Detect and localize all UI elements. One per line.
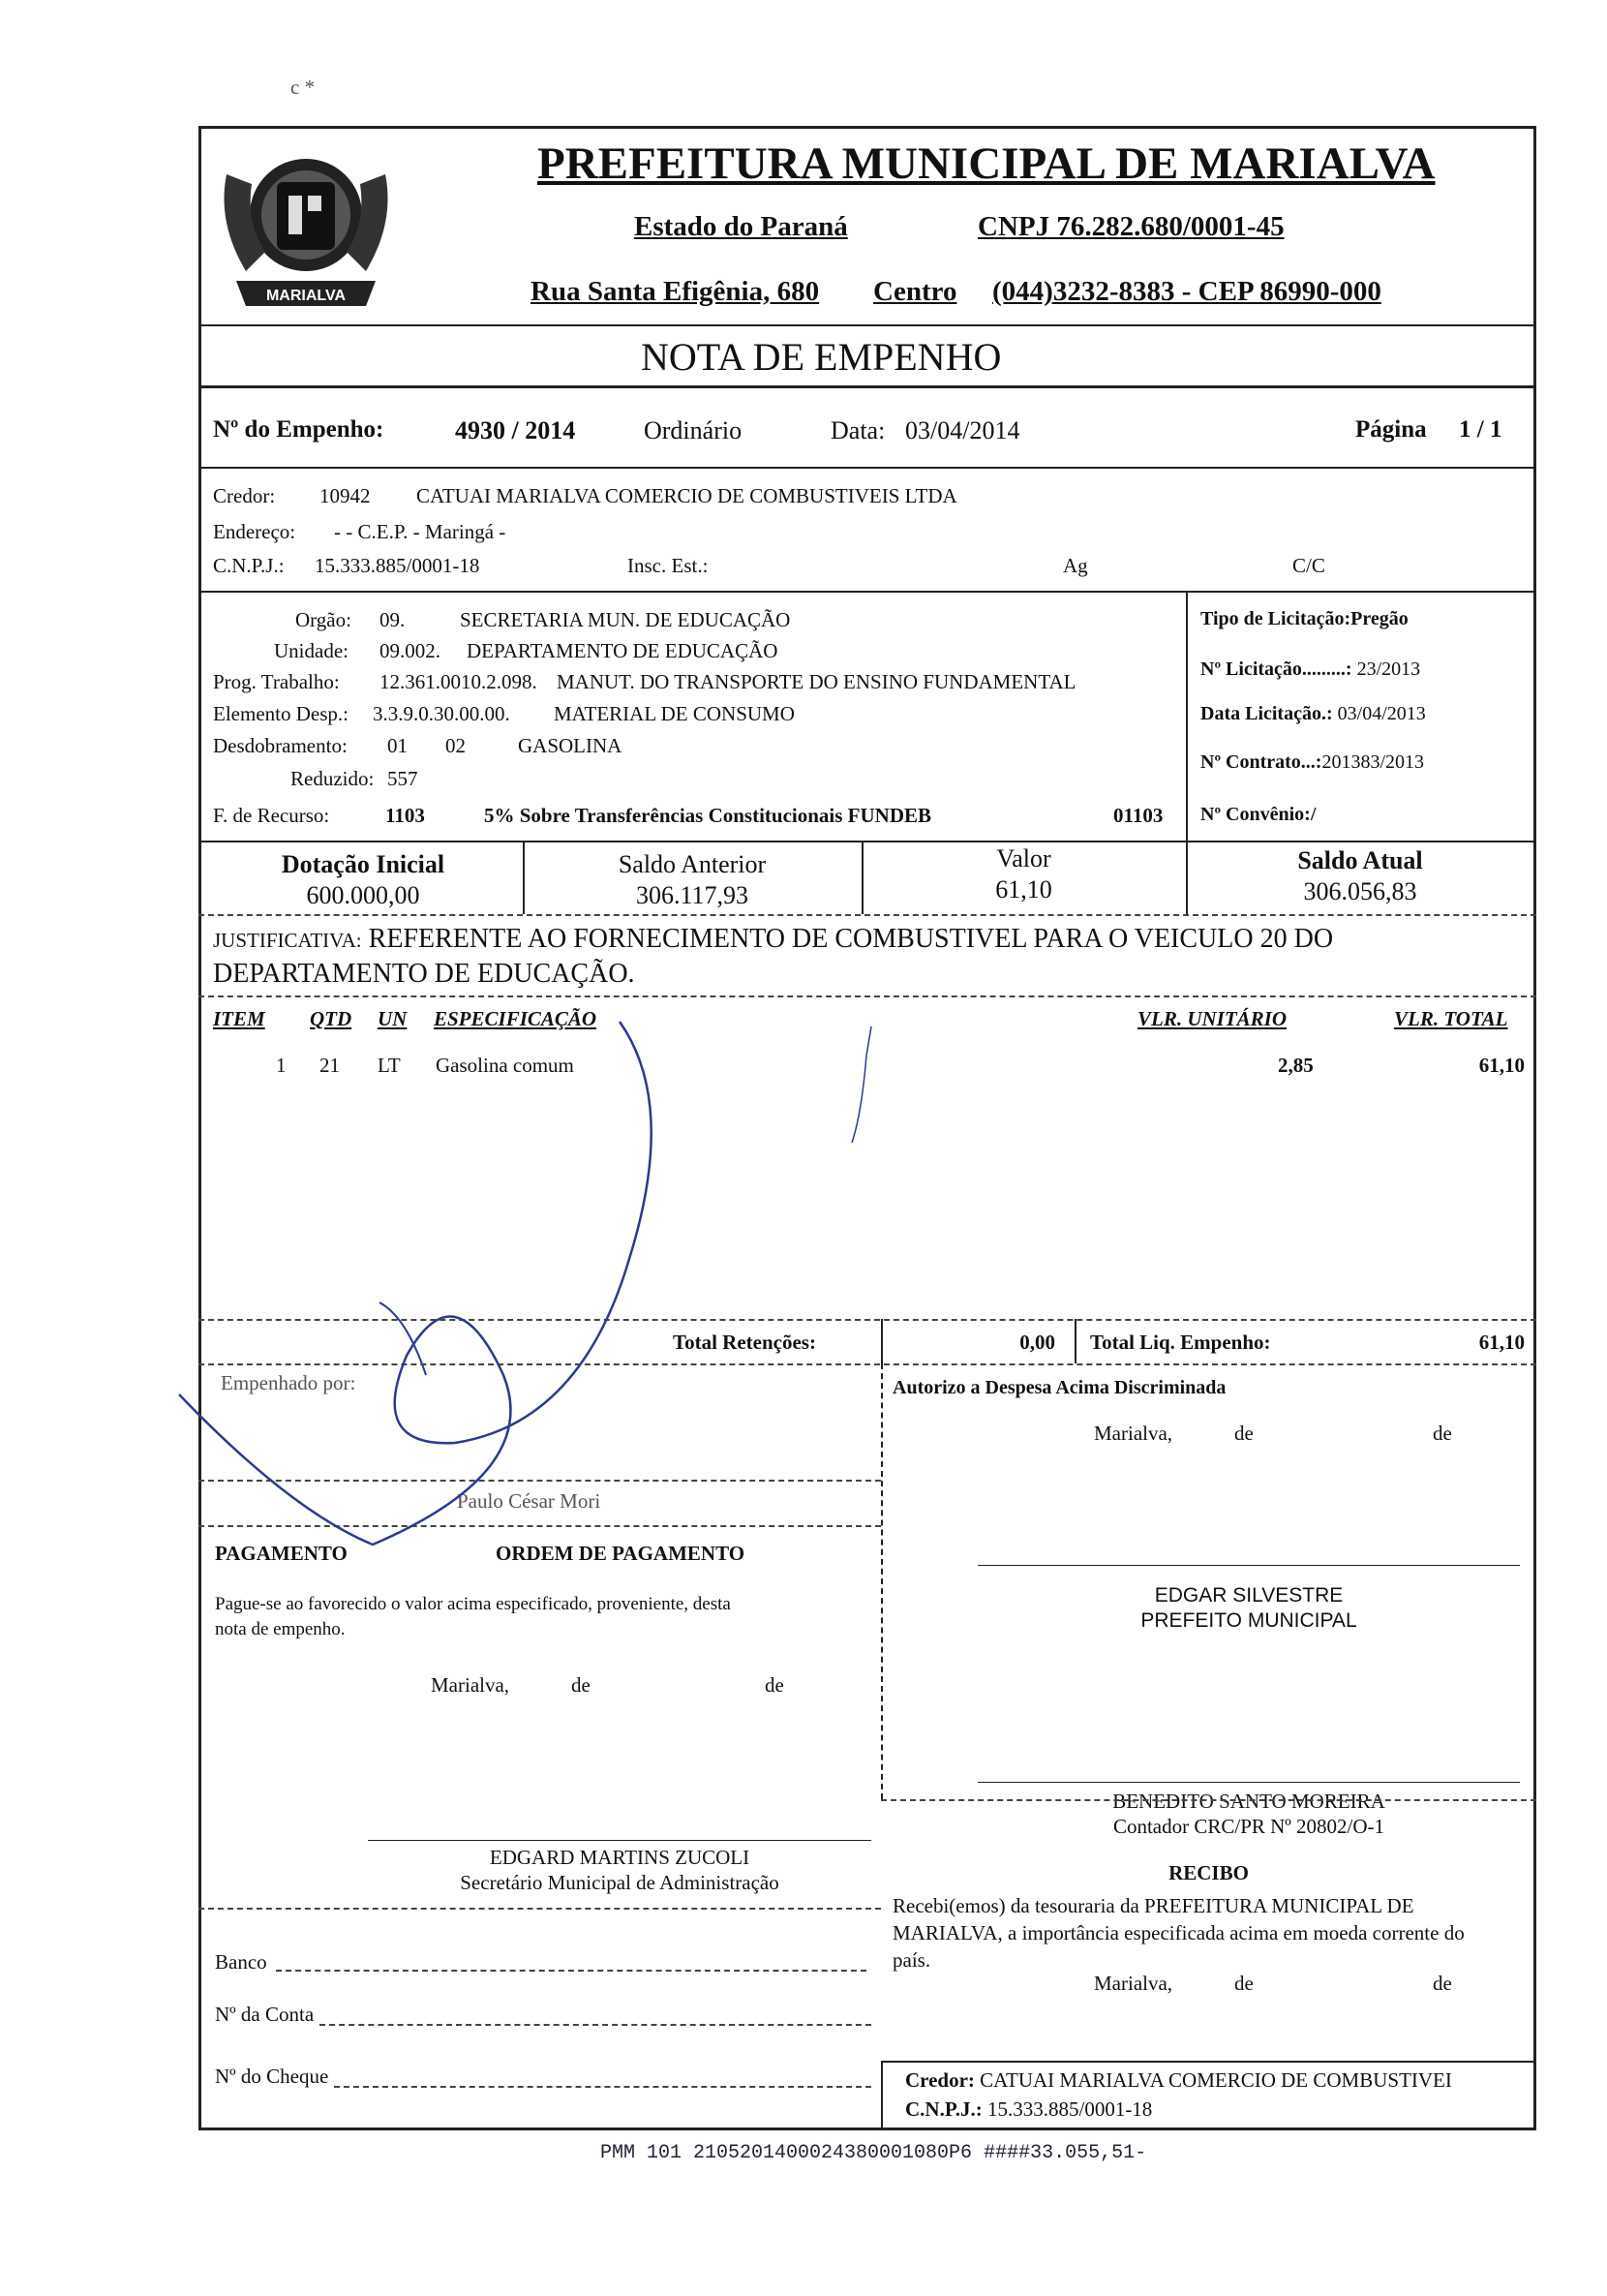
- convenio-label: Nº Convênio:/: [1200, 804, 1317, 825]
- creditor-ag-label: Ag: [1063, 554, 1088, 577]
- saldo-atual-value: 306.056,83: [1303, 877, 1417, 905]
- justificativa-line1: REFERENTE AO FORNECIMENTO DE COMBUSTIVEL PARA O VEICULO 20 DO: [368, 924, 1334, 954]
- ordem-pagamento-label: ORDEM DE PAGAMENTO: [496, 1542, 745, 1565]
- fonte-code: 1103: [385, 804, 425, 827]
- empenhado-label: Empenhado por:: [221, 1371, 356, 1394]
- creditor-label: Credor:: [213, 484, 276, 507]
- autorizo-de-2: de: [1433, 1422, 1452, 1445]
- elemento-label: Elemento Desp.:: [213, 702, 349, 725]
- saldo-anterior-value: 306.117,93: [635, 881, 749, 909]
- dotacao-label: Dotação Inicial: [281, 850, 445, 878]
- orgao-label: Orgão:: [295, 608, 351, 631]
- empenho-number: 4930 / 2014: [455, 416, 576, 444]
- fonte-code2: 01103: [1113, 804, 1164, 827]
- pagamento-place: Marialva,: [431, 1673, 510, 1697]
- contrato-number: 201383/2013: [1321, 751, 1425, 773]
- reduzido-label: Reduzido:: [290, 767, 375, 790]
- creditor-cnpj: 15.333.885/0001-18: [315, 554, 480, 577]
- header-cnpj: CNPJ 76.282.680/0001-45: [978, 211, 1285, 242]
- desdobramento-name: GASOLINA: [518, 734, 622, 757]
- item-row-item: 1: [276, 1054, 287, 1077]
- prog-name: MANUT. DO TRANSPORTE DO ENSINO FUNDAMENTAL: [557, 670, 1076, 693]
- col-qtd-header: QTD: [310, 1007, 352, 1030]
- municipality-title: PREFEITURA MUNICIPAL DE MARIALVA: [537, 138, 1436, 189]
- recibo-cnpj-label: C.N.P.J.:: [905, 2097, 983, 2121]
- justificativa-label: JUSTIFICATIVA:: [213, 929, 362, 952]
- orgao-name: SECRETARIA MUN. DE EDUCAÇÃO: [460, 608, 791, 631]
- justificativa-line2: DEPARTAMENTO DE EDUCAÇÃO.: [213, 959, 635, 989]
- licitacao-tipo: Tipo de Licitação:Pregão: [1200, 608, 1409, 629]
- empenho-date: 03/04/2014: [905, 416, 1020, 444]
- recibo-cnpj: 15.333.885/0001-18: [986, 2097, 1153, 2121]
- page-number: 1 / 1: [1459, 416, 1502, 443]
- licitacao-data-label: Data Licitação.:: [1200, 703, 1333, 724]
- creditor-code: 10942: [319, 484, 371, 507]
- col-un-header: UN: [378, 1007, 408, 1030]
- recibo-de-1: de: [1234, 1972, 1254, 1995]
- pague-line1: Pague-se ao favorecido o valor acima especificado, proveniente, desta: [215, 1594, 731, 1614]
- empenhado-name: Paulo César Mori: [457, 1489, 601, 1513]
- recibo-title: RECIBO: [1168, 1861, 1249, 1884]
- recibo-credor: CATUAI MARIALVA COMERCIO DE COMBUSTIVEI: [980, 2068, 1452, 2092]
- crest-text: MARIALVA: [265, 288, 347, 304]
- recibo-credor-label: Credor:: [905, 2068, 975, 2092]
- unidade-code: 09.002.: [379, 639, 440, 662]
- valor-value: 61,10: [995, 875, 1052, 903]
- orgao-code: 09.: [379, 608, 406, 631]
- creditor-cnpj-label: C.N.P.J.:: [213, 554, 285, 577]
- scan-marks: c *: [290, 76, 316, 99]
- autorizo-place: Marialva,: [1094, 1422, 1173, 1445]
- fonte-label: F. de Recurso:: [213, 804, 330, 827]
- reduzido-code: 557: [387, 767, 418, 790]
- creditor-address: - - C.E.P. - Maringá -: [334, 520, 506, 543]
- unidade-name: DEPARTAMENTO DE EDUCAÇÃO: [467, 639, 778, 662]
- creditor-address-label: Endereço:: [213, 520, 296, 543]
- secretario-name: EDGARD MARTINS ZUCOLI: [489, 1846, 750, 1869]
- col-unit-header: VLR. UNITÁRIO: [1137, 1007, 1288, 1030]
- empenho-type: Ordinário: [644, 416, 743, 444]
- retencoes-value: 0,00: [1019, 1331, 1055, 1354]
- col-spec-header: ESPECIFICAÇÃO: [434, 1007, 597, 1030]
- cheque-label: Nº do Cheque: [215, 2065, 329, 2088]
- item-row-spec: Gasolina comum: [436, 1054, 574, 1077]
- header-address: Rua Santa Efigênia, 680: [531, 276, 820, 307]
- saldo-anterior-label: Saldo Anterior: [618, 850, 767, 878]
- item-row-unit: 2,85: [1278, 1054, 1314, 1077]
- saldo-atual-label: Saldo Atual: [1297, 846, 1423, 874]
- header-phone-cep: (044)3232-8383 - CEP 86990-000: [992, 276, 1381, 307]
- recibo-de-2: de: [1433, 1972, 1452, 1995]
- recibo-line2: MARIALVA, a importância especificada acima em moeda corrente do: [893, 1921, 1465, 1944]
- col-total-header: VLR. TOTAL: [1394, 1007, 1508, 1030]
- contador-role: Contador CRC/PR Nº 20802/O-1: [1112, 1815, 1385, 1838]
- creditor-ie-label: Insc. Est.:: [627, 554, 709, 577]
- licitacao-data: 03/04/2013: [1337, 703, 1426, 724]
- recibo-place: Marialva,: [1094, 1972, 1173, 1995]
- dotacao-value: 600.000,00: [306, 881, 420, 909]
- creditor-cc-label: C/C: [1292, 554, 1325, 577]
- state-name: Estado do Paraná: [634, 211, 848, 242]
- desdobramento-label: Desdobramento:: [213, 734, 348, 757]
- prog-code: 12.361.0010.2.098.: [379, 670, 537, 693]
- item-row-un: LT: [378, 1054, 401, 1077]
- secretario-role: Secretário Municipal de Administração: [460, 1871, 779, 1894]
- item-row-total: 61,10: [1478, 1054, 1525, 1077]
- licitacao-numero: 23/2013: [1356, 658, 1421, 680]
- fonte-name: 5% Sobre Transferências Constitucionais FUNDEB: [484, 804, 932, 827]
- footer-code: PMM 101 2105201400024380001080P6 ####33.055,51-: [600, 2142, 1147, 2164]
- page-label: Página: [1355, 416, 1427, 443]
- pagamento-de-2: de: [765, 1673, 784, 1697]
- autorizo-label: Autorizo a Despesa Acima Discriminada: [893, 1377, 1227, 1398]
- elemento-name: MATERIAL DE CONSUMO: [554, 702, 795, 725]
- retencoes-label: Total Retenções:: [673, 1331, 816, 1354]
- prefeito-name: EDGAR SILVESTRE: [1154, 1584, 1344, 1607]
- pague-line2: nota de empenho.: [215, 1619, 346, 1639]
- contrato-label: Nº Contrato...:: [1200, 751, 1322, 773]
- banco-label: Banco: [215, 1950, 267, 1974]
- pagamento-label: PAGAMENTO: [215, 1542, 348, 1565]
- pagamento-de-1: de: [571, 1673, 591, 1697]
- liquido-label: Total Liq. Empenho:: [1090, 1331, 1271, 1354]
- desdobramento-code1: 01: [387, 734, 408, 757]
- desdobramento-code2: 02: [445, 734, 466, 757]
- recibo-line3: país.: [893, 1948, 931, 1972]
- empenho-number-label: Nº do Empenho:: [213, 416, 384, 443]
- document-title: NOTA DE EMPENHO: [641, 335, 1002, 379]
- valor-label: Valor: [996, 844, 1051, 872]
- col-item-header: ITEM: [213, 1007, 265, 1030]
- contador-name: BENEDITO SANTO MOREIRA: [1112, 1790, 1385, 1813]
- liquido-value: 61,10: [1478, 1331, 1525, 1354]
- autorizo-de-1: de: [1234, 1422, 1254, 1445]
- unidade-label: Unidade:: [274, 639, 349, 662]
- header-district: Centro: [873, 276, 957, 307]
- conta-label: Nº da Conta: [215, 2003, 315, 2026]
- empenho-date-label: Data:: [831, 416, 886, 444]
- creditor-name: CATUAI MARIALVA COMERCIO DE COMBUSTIVEIS LTDA: [416, 484, 957, 507]
- item-row-qtd: 21: [319, 1054, 340, 1077]
- recibo-line1: Recebi(emos) da tesouraria da PREFEITURA MUNICIPAL DE: [893, 1894, 1414, 1917]
- prog-label: Prog. Trabalho:: [213, 670, 340, 693]
- licitacao-numero-label: Nº Licitação.........:: [1200, 658, 1352, 680]
- elemento-code: 3.3.9.0.30.00.00.: [373, 702, 510, 725]
- prefeito-role: PREFEITO MUNICIPAL: [1140, 1609, 1357, 1632]
